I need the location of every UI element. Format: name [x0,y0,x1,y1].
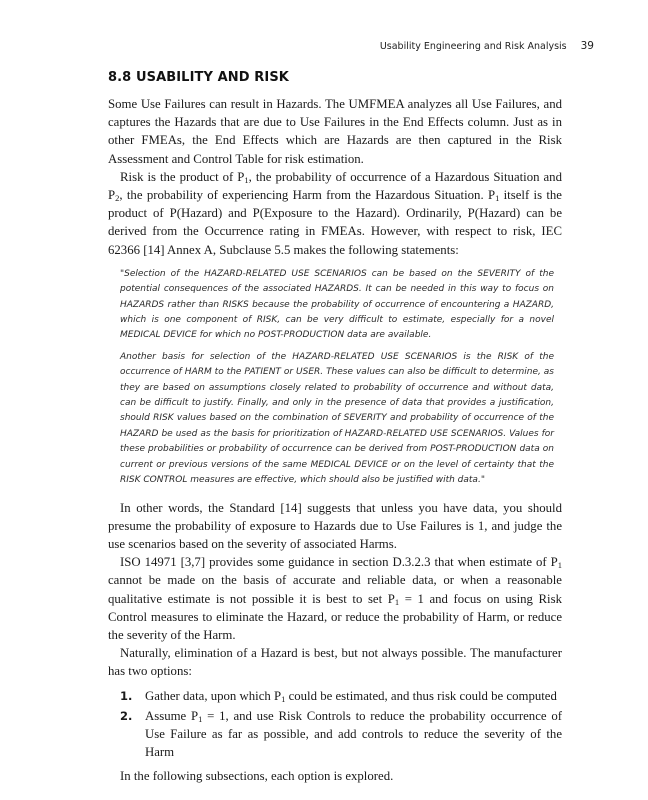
paragraph-6: In the following subsections, each option is explored. [120,769,394,784]
paragraph-2: Risk is the product of $P_1$, the probability of occurrence of a Hazardous Situation and $P_2$, the probability of experiencing Harm from the Hazardous Situation. $P_1$ itself is the product of P(Hazard) and P(Exposure to the Hazard). Ordinarily, P(Hazard) can be derived from the Occurrence rating in FMEAs. However, with respect to risk, IEC 62366 [14] Annex A, Subclause 5.5 makes the following statements: [108,169,562,257]
paragraph-1: Some Use Failures can result in Hazards. The UMFMEA analyzes all Use Failures, and captures the Hazards that are due to Use Failures in the End Effects column. Just as in other FMEAs, the End Effects which are Hazards are then captured in the Risk Assessment and Control Table for risk estimation. [108,97,562,166]
paragraph-4: ISO 14971 [3,7] provides some guidance in section D.3.2.3 that when estimate of $P_1$ cannot be made on the basis of accurate and reliable data, or when a reasonable qualitative estimate is not possible it is best to set $P_1 = 1$ and focus on using Risk Control measures to eliminate the Hazard, or reduce the probability of Harm, or reduce the severity of the Harm. [108,555,562,642]
block-quote [120,267,554,489]
list-number: 1. [120,688,133,703]
quote-paragraph-1: "Selection of the HAZARD-RELATED USE SCENARIOS can be based on the SEVERITY of the potential consequences of the associated HAZARDS. It can be needed in this way to focus on HAZARDS rather than RISKS because the probability of occurrence of encountering a HAZARD, which is one component of RISK, can be very difficult to estimate, especially for a novel MEDICAL DEVICE for which no POST-PRODUCTION data are available. [120,268,554,341]
options-list [108,687,562,762]
running-title: Usability Engineering and Risk Analysis [379,41,567,52]
page-number: 39 [580,40,594,52]
list-item: 1. Gather data, upon which $P_1$ could be estimated, and thus risk could be computed [120,688,557,704]
paragraph-3: In other words, the Standard [14] suggests that unless you have data, you should presume the probability of exposure to Hazards due to Use Failures is 1, and judge the use scenarios based on the severity of associated Harms. [108,500,562,551]
running-header [380,40,594,52]
section-title: 8.8 USABILITY AND RISK [108,70,289,85]
body-text [108,95,562,786]
list-number: 2. [120,708,133,723]
paragraph-5: Naturally, elimination of a Hazard is best, but not always possible. The manufacturer has two options: [108,646,562,679]
quote-paragraph-2: Another basis for selection of the HAZARD-RELATED USE SCENARIOS is the RISK of the occurrence of HARM to the PATIENT or USER. These values can also be difficult to determine, as they are based on assumptions closely related to probability of occurrence and without data, can be difficult to justify. Finally, and only in the presence of data that provides a justification, should RISK values based on the combination of SEVERITY and probability of occurrence of the HAZARD be used as the basis for prioritization of HAZARD-RELATED USE SCENARIOS. Values for these probabilities or probability of occurrence can be derived from POST-PRODUCTION data on current or previous versions of the same MEDICAL DEVICE or on the level of certainty that the RISK CONTROL measures are effective, which should also be justified with data." [120,351,554,486]
list-item: 2. Assume $P_1 = 1$, and use Risk Controls to reduce the probability occurrence of Use Failure as far as possible, and add controls to reduce the severity of the Harm [120,708,562,760]
